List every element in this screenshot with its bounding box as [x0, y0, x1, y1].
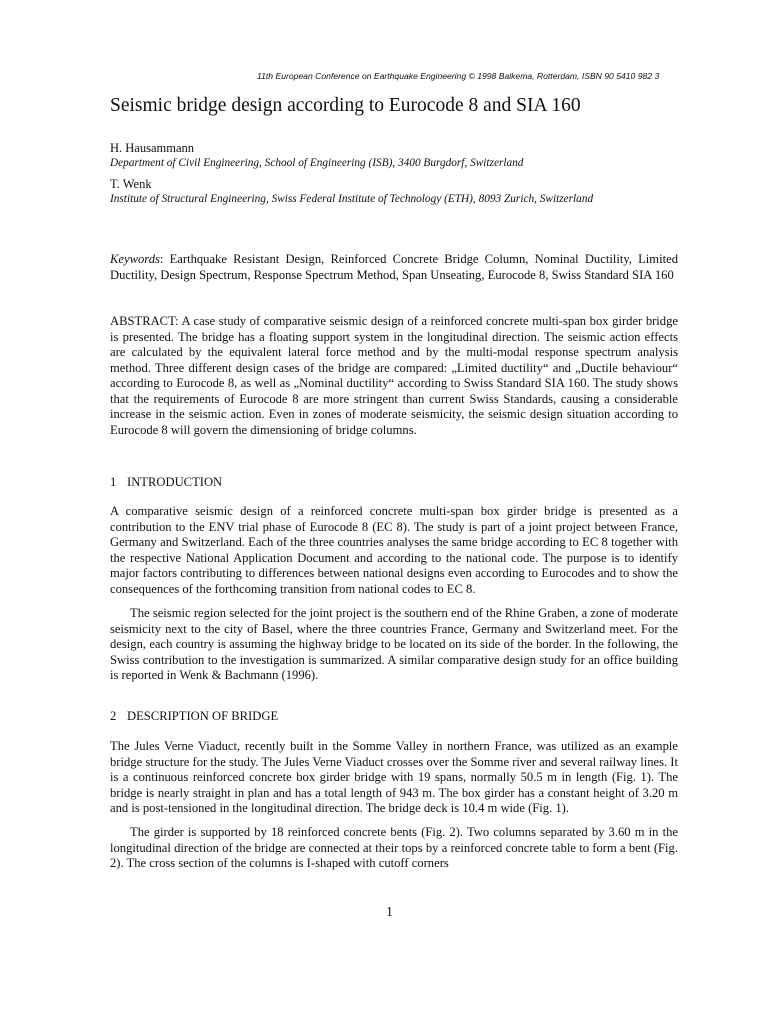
keywords-paragraph: [110, 252, 678, 283]
section-title: DESCRIPTION OF BRIDGE: [127, 709, 279, 723]
body-paragraph: The seismic region selected for the joint project is the southern end of the Rhine Graben, a zone of moderate seismicity next to the city of Basel, where the three countries France, Germany and Switzerland meet. For the design, each country is assuming the highway bridge to be located on its side of the border. In the following, the Swiss contribution to the investigation is summarized. A similar comparative design study for an office building is reported in Wenk & Bachmann (1996).: [110, 606, 678, 682]
keywords-text: : Earthquake Resistant Design, Reinforced Concrete Bridge Column, Nominal Ductility, Limited Ductility, Design Spectrum, Response Spectrum Method, Span Unseating, Eurocode 8, Swiss Standard SIA 160: [110, 252, 678, 282]
section-number: 1: [110, 475, 117, 489]
keywords-label: Keywords: [110, 252, 160, 266]
author-affiliation: Institute of Structural Engineering, Swiss Federal Institute of Technology (ETH), 8093 Zurich, Switzerland: [110, 193, 594, 205]
author-name: T. Wenk: [110, 177, 152, 191]
author-affiliation: Department of Civil Engineering, School of Engineering (ISB), 3400 Burgdorf, Switzerland: [110, 157, 524, 169]
section-heading-introduction: [110, 474, 222, 490]
section-number: 2: [110, 709, 117, 723]
body-paragraph: A comparative seismic design of a reinforced concrete multi-span box girder bridge is presented as a contribution to the ENV trial phase of Eurocode 8 (EC 8). The study is part of a joint project between France, Germany and Switzerland. Each of the three countries analyses the same bridge according to EC 8 together with the respective National Application Document and according to the national code. The purpose is to identify major factors contributing to differences between national designs even according to Eurocodes and to show the consequences of the forthcoming transition from national codes to EC 8.: [110, 504, 678, 596]
section-heading-description: [110, 708, 278, 724]
paper-title: Seismic bridge design according to Eurocode 8 and SIA 160: [110, 95, 581, 116]
body-paragraph: The Jules Verne Viaduct, recently built in the Somme Valley in northern France, was utilized as an example bridge structure for the study. The Jules Verne Viaduct crosses over the Somme river and several railway lines. It is a continuous reinforced concrete box girder bridge with 19 spans, normally 50.5 m in length (Fig. 1). The bridge is nearly straight in plan and has a total length of 943 m. The box girder has a constant height of 3.20 m and is post-tensioned in the longitudinal direction. The bridge deck is 10.4 m wide (Fig. 1).: [110, 739, 678, 815]
conference-header: 11th European Conference on Earthquake Engineering © 1998 Balkema, Rotterdam, ISBN 90 5410 982 3: [257, 71, 660, 81]
body-paragraph: The girder is supported by 18 reinforced concrete bents (Fig. 2). Two columns separated by 3.60 m in the longitudinal direction of the bridge are connected at their tops by a reinforced concrete table to form a bent (Fig. 2). The cross section of the columns is I-shaped with cutoff corners: [110, 825, 678, 870]
page-number: 1: [386, 905, 393, 920]
author-name: H. Hausammann: [110, 141, 195, 155]
section-title: INTRODUCTION: [127, 475, 223, 489]
abstract-paragraph: ABSTRACT: A case study of comparative seismic design of a reinforced concrete multi-span box girder bridge is presented. The bridge has a floating support system in the longitudinal direction. The seismic action effects are calculated by the equivalent lateral force method and by the multi-modal response spectrum analysis method. Three different design cases of the bridge are compared: „Limited ductility“ and „Ductile behaviour“ according to Eurocode 8, as well as „Nominal ductility“ according to Swiss Standard SIA 160. The study shows that the requirements of Eurocode 8 are more stringent than current Swiss Standards, causing a considerable increase in the seismic action. Even in zones of moderate seismicity, the seismic design situation according to Eurocode 8 will govern the dimensioning of bridge columns.: [110, 314, 678, 437]
